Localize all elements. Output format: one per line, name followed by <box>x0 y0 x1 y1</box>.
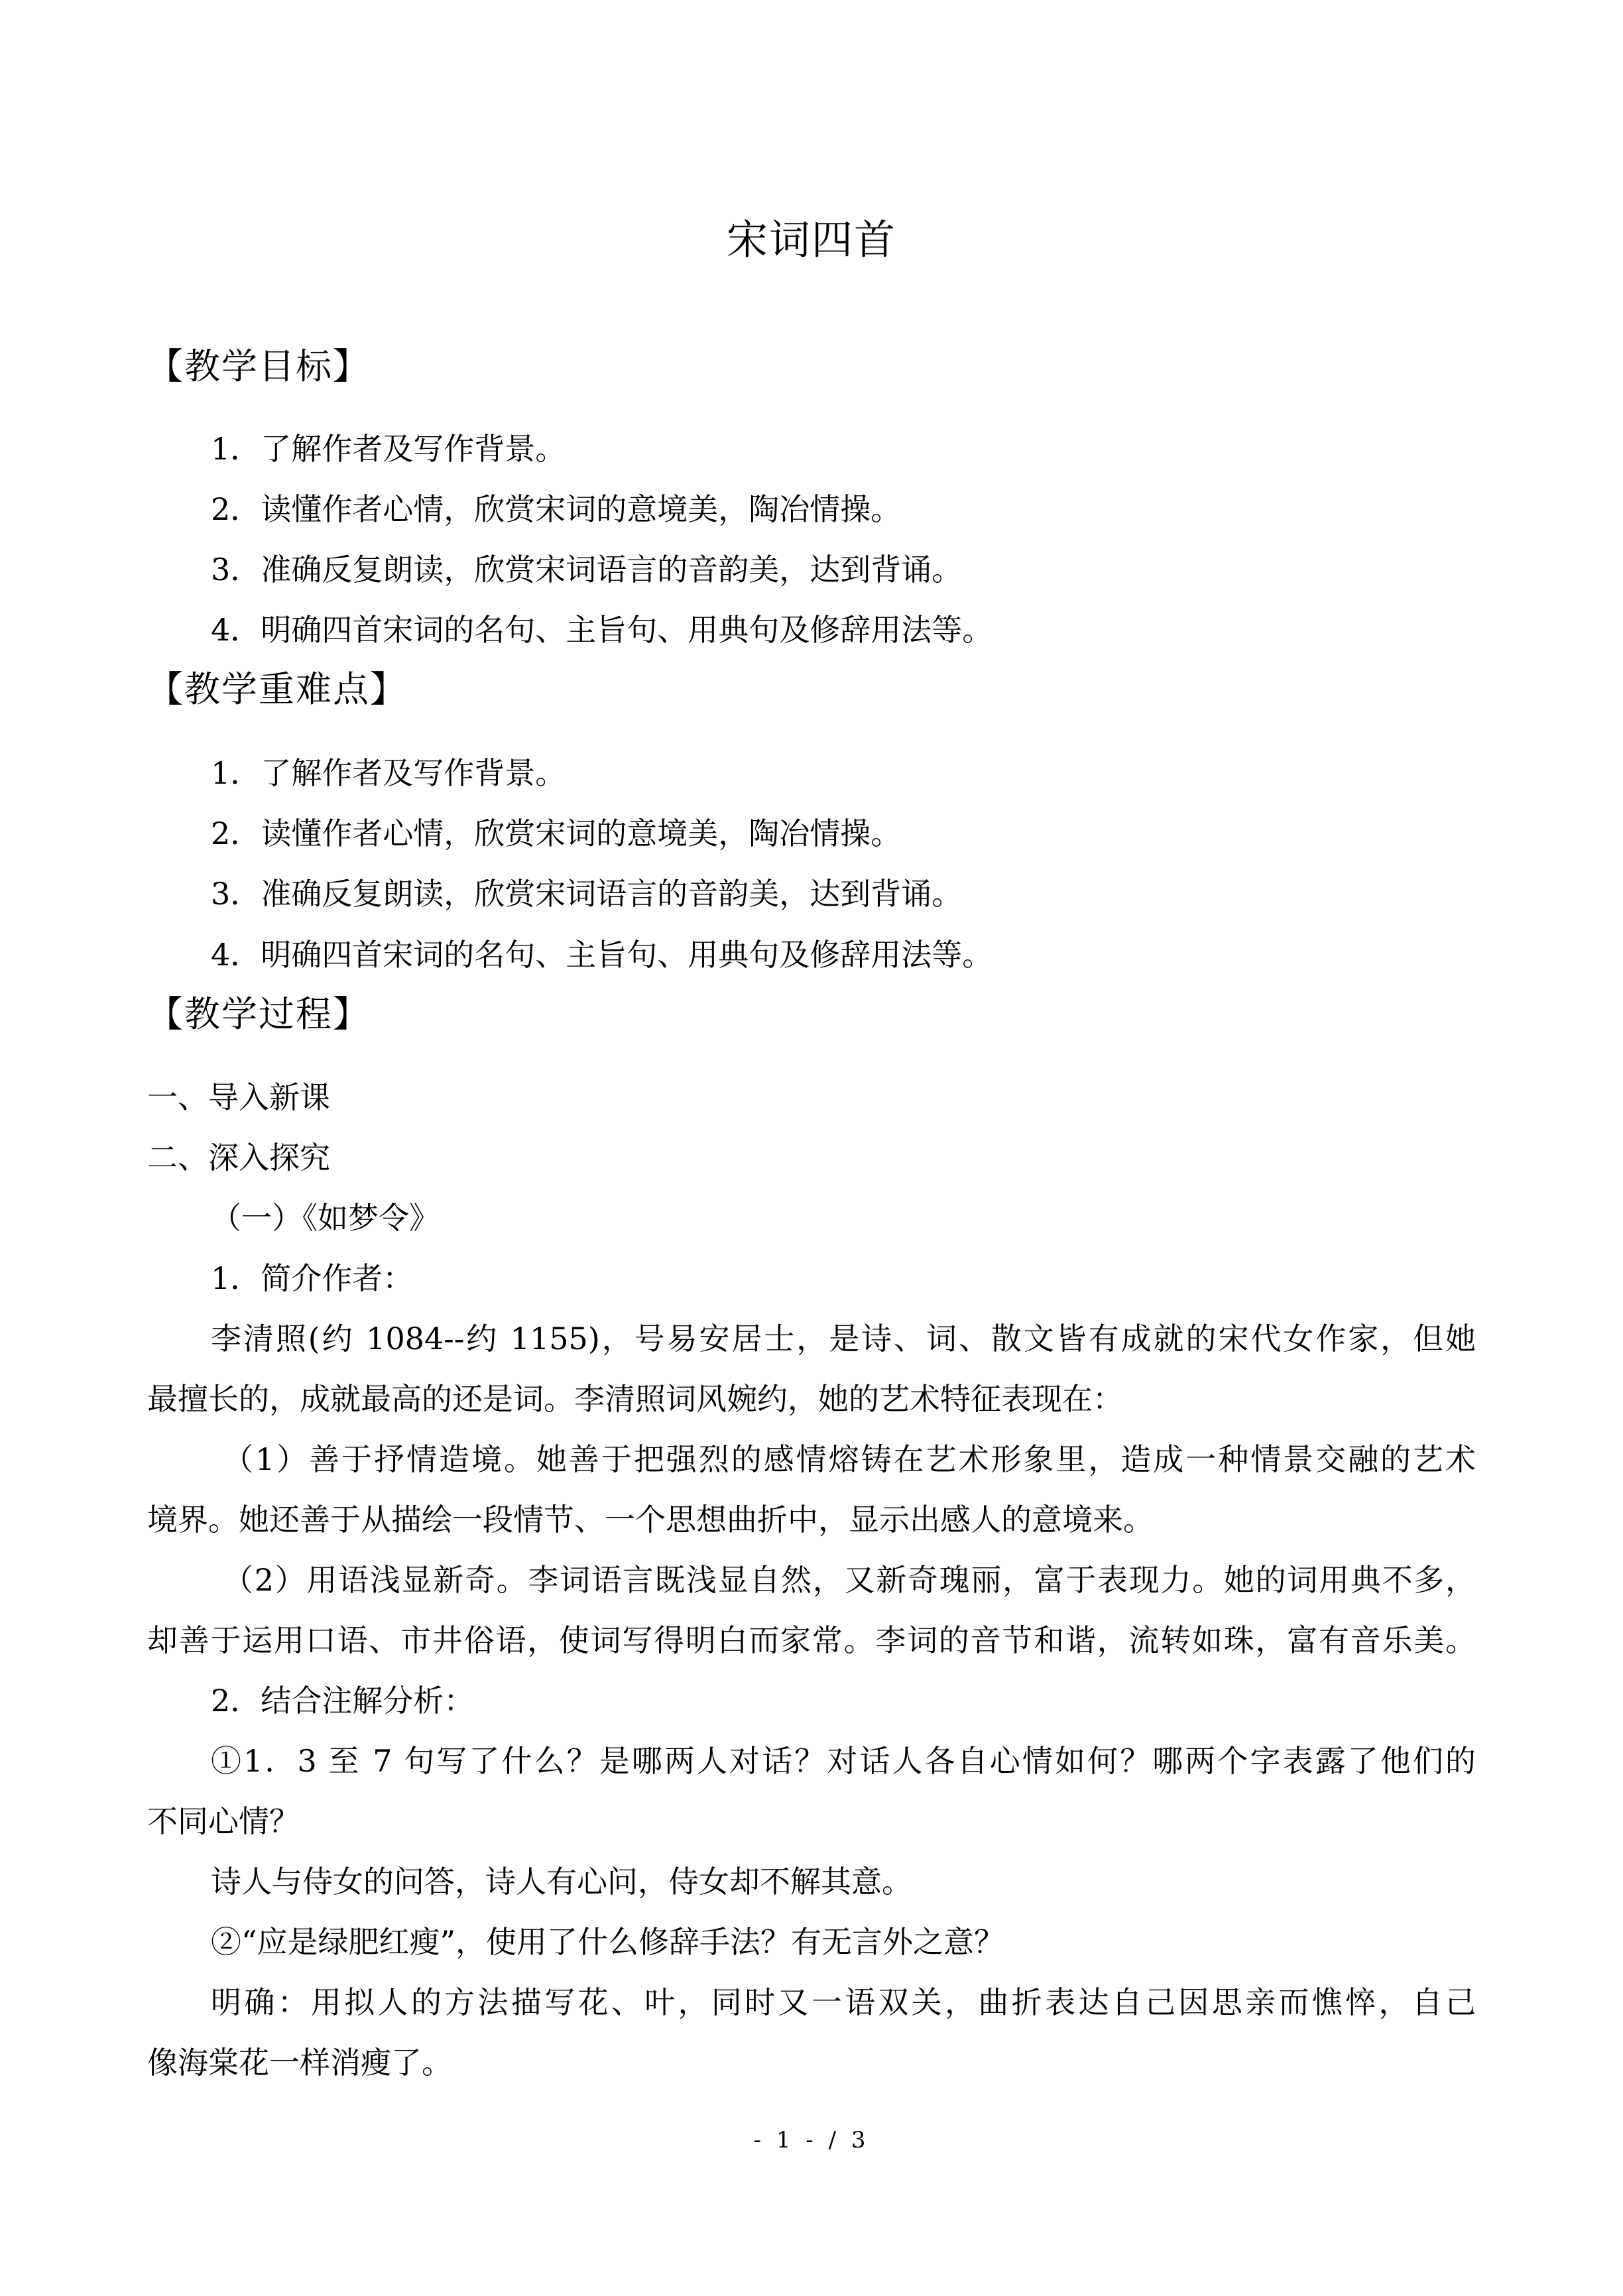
process-heading: 【教学过程】 <box>147 993 370 1035</box>
key-point-item-3: 3．准确反复朗读，欣赏宋词语言的音韵美，达到背诵。 <box>211 876 963 912</box>
key-point-item-4: 4．明确四首宋词的名句、主旨句、用典句及修辞用法等。 <box>211 937 993 973</box>
section-intro: 一、导入新课 <box>147 1079 330 1115</box>
objective-item-1: 1．了解作者及写作背景。 <box>211 431 566 467</box>
subsection-rumengling: （一）《如梦令》 <box>211 1200 440 1236</box>
question-1-line-2: 不同心情？ <box>147 1803 300 1839</box>
answer-2-line-2: 像海棠花一样消瘦了。 <box>147 2045 452 2081</box>
key-points-heading: 【教学重难点】 <box>147 668 407 710</box>
objective-item-3: 3．准确反复朗读，欣赏宋词语言的音韵美，达到背诵。 <box>211 552 963 587</box>
point-1-line-2: 境界。她还善于从描绘一段情节、一个思想曲折中，显示出感人的意境来。 <box>147 1502 1154 1538</box>
objectives-heading: 【教学目标】 <box>147 345 370 387</box>
key-point-item-1: 1．了解作者及写作背景。 <box>211 755 566 791</box>
key-point-item-2: 2．读懂作者心情，欣赏宋词的意境美，陶冶情操。 <box>211 816 902 851</box>
point-2-line-1: （2）用语浅显新奇。李词语言既浅显自然，又新奇瑰丽，富于表现力。她的词用典不多， <box>223 1562 1476 1598</box>
analysis-label: 2．结合注解分析： <box>211 1683 475 1719</box>
question-1-line-1: ①1．3 至 7 句写了什么？是哪两人对话？对话人各自心情如何？哪两个字表露了他们的 <box>211 1743 1476 1779</box>
section-explore: 二、深入探究 <box>147 1140 330 1176</box>
question-2: ②“应是绿肥红瘦”，使用了什么修辞手法？有无言外之意？ <box>211 1924 1005 1960</box>
document-title: 宋词四首 <box>726 215 896 264</box>
bio-line-2: 最擅长的，成就最高的还是词。李清照词风婉约，她的艺术特征表现在： <box>147 1381 1123 1417</box>
intro-author-label: 1．简介作者： <box>211 1260 414 1296</box>
point-2-line-2: 却善于运用口语、市井俗语，使词写得明白而家常。李词的音节和谐，流转如珠，富有音乐美。 <box>147 1622 1476 1658</box>
objective-item-4: 4．明确四首宋词的名句、主旨句、用典句及修辞用法等。 <box>211 612 993 648</box>
answer-1: 诗人与侍女的问答，诗人有心问，侍女却不解其意。 <box>211 1864 912 1900</box>
point-1-line-1: （1）善于抒情造境。她善于把强烈的感情熔铸在艺术形象里，造成一种情景交融的艺术 <box>223 1441 1476 1477</box>
page-number: - 1 - / 3 <box>753 2127 870 2153</box>
answer-2-line-1: 明确：用拟人的方法描写花、叶，同时又一语双关，曲折表达自己因思亲而憔悴，自己 <box>211 1984 1476 2020</box>
objective-item-2: 2．读懂作者心情，欣赏宋词的意境美，陶冶情操。 <box>211 491 902 527</box>
bio-line-1: 李清照(约 1084--约 1155)，号易安居士，是诗、词、散文皆有成就的宋代女作家，但她 <box>211 1321 1476 1357</box>
